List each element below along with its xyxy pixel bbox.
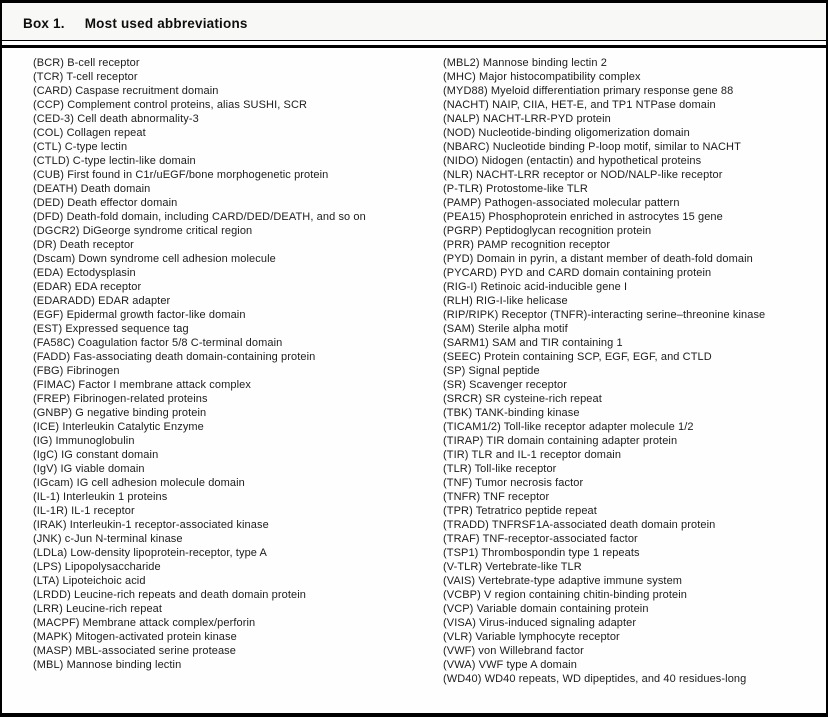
abbreviation-entry: (PRR) PAMP recognition receptor bbox=[443, 239, 611, 251]
abbreviation-entry: (EGF) Epidermal growth factor-like domain bbox=[33, 309, 246, 321]
abbreviation-entry: (RIG-I) Retinoic acid-inducible gene I bbox=[443, 281, 628, 293]
abbreviation-entry: (VWF) von Willebrand factor bbox=[443, 645, 584, 657]
abbreviation-entry: (TPR) Tetratrico peptide repeat bbox=[443, 505, 597, 517]
abbreviation-entry: (TLR) Toll-like receptor bbox=[443, 463, 557, 475]
abbreviation-entry: (VCBP) V region containing chitin-binding protein bbox=[443, 589, 687, 601]
abbreviation-entry: (LPS) Lipopolysaccharide bbox=[33, 561, 161, 573]
abbreviation-entry: (DEATH) Death domain bbox=[33, 183, 151, 195]
abbreviation-entry: (MACPF) Membrane attack complex/perforin bbox=[33, 617, 256, 629]
abbreviation-entry: (EDA) Ectodysplasin bbox=[33, 267, 136, 279]
abbreviation-entry: (VAIS) Vertebrate-type adaptive immune system bbox=[443, 575, 683, 587]
abbreviation-entry: (EDAR) EDA receptor bbox=[33, 281, 142, 293]
abbreviation-entry: (VCP) Variable domain containing protein bbox=[443, 603, 649, 615]
abbreviation-entry: (LTA) Lipoteichoic acid bbox=[33, 575, 146, 587]
box-header bbox=[2, 3, 826, 41]
abbreviation-entry: (PYCARD) PYD and CARD domain containing protein bbox=[443, 267, 712, 279]
abbreviation-entry: (MASP) MBL-associated serine protease bbox=[33, 645, 237, 657]
abbreviations-body bbox=[2, 45, 826, 713]
abbreviation-entry: (NACHT) NAIP, CIIA, HET-E, and TP1 NTPase domain bbox=[443, 99, 716, 111]
abbreviation-entry: (WD40) WD40 repeats, WD dipeptides, and 40 residues-long bbox=[443, 673, 747, 685]
abbreviation-entry: (LDLa) Low-density lipoprotein-receptor, type A bbox=[33, 547, 267, 559]
abbreviation-entry: (SEEC) Protein containing SCP, EGF, EGF, and CTLD bbox=[443, 351, 712, 363]
right-column bbox=[443, 56, 814, 713]
abbreviation-entry: (PYD) Domain in pyrin, a distant member of death-fold domain bbox=[443, 253, 753, 265]
abbreviation-entry: (P-TLR) Protostome-like TLR bbox=[443, 183, 588, 195]
abbreviation-entry: (SAM) Sterile alpha motif bbox=[443, 323, 568, 335]
abbreviation-entry: (NIDO) Nidogen (entactin) and hypothetical proteins bbox=[443, 155, 702, 167]
abbreviation-entry: (VWA) VWF type A domain bbox=[443, 659, 577, 671]
abbreviation-entry: (IL-1R) IL-1 receptor bbox=[33, 505, 135, 517]
abbreviation-entry: (PGRP) Peptidoglycan recognition protein bbox=[443, 225, 652, 237]
abbreviation-entry: (TRADD) TNFRSF1A-associated death domain protein bbox=[443, 519, 716, 531]
abbreviation-entry: (CTL) C-type lectin bbox=[33, 141, 128, 153]
abbreviation-entry: (TNF) Tumor necrosis factor bbox=[443, 477, 584, 489]
abbreviation-entry: (PEA15) Phosphoprotein enriched in astrocytes 15 gene bbox=[443, 211, 723, 223]
abbreviation-entry: (CED-3) Cell death abnormality-3 bbox=[33, 113, 199, 125]
abbreviation-entry: (BCR) B-cell receptor bbox=[33, 57, 140, 69]
abbreviation-entry: (LRDD) Leucine-rich repeats and death domain protein bbox=[33, 589, 307, 601]
abbreviation-entry: (JNK) c-Jun N-terminal kinase bbox=[33, 533, 183, 545]
abbreviation-entry: (TNFR) TNF receptor bbox=[443, 491, 550, 503]
abbreviation-entry: (MAPK) Mitogen-activated protein kinase bbox=[33, 631, 237, 643]
abbreviation-entry: (TRAF) TNF-receptor-associated factor bbox=[443, 533, 638, 545]
abbreviation-entry: (FADD) Fas-associating death domain-containing protein bbox=[33, 351, 316, 363]
left-column bbox=[33, 56, 443, 713]
abbreviation-entry: (GNBP) G negative binding protein bbox=[33, 407, 207, 419]
abbreviation-entry: (PAMP) Pathogen-associated molecular pattern bbox=[443, 197, 680, 209]
abbreviation-entry: (NOD) Nucleotide-binding oligomerization domain bbox=[443, 127, 690, 139]
abbreviation-entry: (SP) Signal peptide bbox=[443, 365, 540, 377]
abbreviation-entry: (SRCR) SR cysteine-rich repeat bbox=[443, 393, 602, 405]
abbreviation-entry: (MBL2) Mannose binding lectin 2 bbox=[443, 57, 607, 69]
abbreviation-entry: (FA58C) Coagulation factor 5/8 C-terminal domain bbox=[33, 337, 283, 349]
abbreviation-entry: (EST) Expressed sequence tag bbox=[33, 323, 189, 335]
abbreviation-entry: (CCP) Complement control proteins, alias SUSHI, SCR bbox=[33, 99, 308, 111]
abbreviation-entry: (ICE) Interleukin Catalytic Enzyme bbox=[33, 421, 204, 433]
abbreviation-entry: (DR) Death receptor bbox=[33, 239, 134, 251]
abbreviation-entry: (COL) Collagen repeat bbox=[33, 127, 146, 139]
abbreviation-entry: (MYD88) Myeloid differentiation primary response gene 88 bbox=[443, 85, 734, 97]
abbreviation-entry: (FIMAC) Factor I membrane attack complex bbox=[33, 379, 251, 391]
abbreviation-entry: (EDARADD) EDAR adapter bbox=[33, 295, 171, 307]
abbreviation-entry: (TIRAP) TIR domain containing adapter protein bbox=[443, 435, 678, 447]
abbreviation-entry: (DFD) Death-fold domain, including CARD/DED/DEATH, and so on bbox=[33, 211, 366, 223]
abbreviation-entry: (TICAM1/2) Toll-like receptor adapter molecule 1/2 bbox=[443, 421, 694, 433]
abbreviation-entry: (TSP1) Thrombospondin type 1 repeats bbox=[443, 547, 640, 559]
abbreviation-entry: (RLH) RIG-I-like helicase bbox=[443, 295, 568, 307]
abbreviation-entry: (NLR) NACHT-LRR receptor or NOD/NALP-like receptor bbox=[443, 169, 723, 181]
abbreviation-entry: (IRAK) Interleukin-1 receptor-associated kinase bbox=[33, 519, 269, 531]
abbreviation-entry: (CARD) Caspase recruitment domain bbox=[33, 85, 219, 97]
abbreviation-entry: (SR) Scavenger receptor bbox=[443, 379, 567, 391]
abbreviation-entry: (VLR) Variable lymphocyte receptor bbox=[443, 631, 620, 643]
abbreviation-entry: (RIP/RIPK) Receptor (TNFR)-interacting serine–threonine kinase bbox=[443, 309, 766, 321]
abbreviation-entry: (MHC) Major histocompatibility complex bbox=[443, 71, 641, 83]
box-title: Most used abbreviations bbox=[84, 16, 248, 31]
abbreviation-entry: (IL-1) Interleukin 1 proteins bbox=[33, 491, 168, 503]
abbreviation-entry: (FREP) Fibrinogen-related proteins bbox=[33, 393, 208, 405]
abbreviation-entry: (V-TLR) Vertebrate-like TLR bbox=[443, 561, 582, 573]
abbreviation-entry: (VISA) Virus-induced signaling adapter bbox=[443, 617, 637, 629]
abbreviation-entry: (DGCR2) DiGeorge syndrome critical region bbox=[33, 225, 253, 237]
abbreviation-entry: (IGcam) IG cell adhesion molecule domain bbox=[33, 477, 245, 489]
abbreviation-entry: (NALP) NACHT-LRR-PYD protein bbox=[443, 113, 611, 125]
abbreviation-entry: (TBK) TANK-binding kinase bbox=[443, 407, 580, 419]
abbreviation-entry: (LRR) Leucine-rich repeat bbox=[33, 603, 163, 615]
abbreviation-entry: (SARM1) SAM and TIR containing 1 bbox=[443, 337, 623, 349]
abbreviation-entry: (Dscam) Down syndrome cell adhesion molecule bbox=[33, 253, 276, 265]
abbreviation-entry: (IgC) IG constant domain bbox=[33, 449, 159, 461]
abbreviation-entry: (NBARC) Nucleotide binding P-loop motif, similar to NACHT bbox=[443, 141, 741, 153]
abbreviation-entry: (IgV) IG viable domain bbox=[33, 463, 145, 475]
abbreviation-entry: (DED) Death effector domain bbox=[33, 197, 178, 209]
abbreviation-entry: (FBG) Fibrinogen bbox=[33, 365, 120, 377]
box-label: Box 1. bbox=[23, 16, 65, 31]
abbreviation-entry: (CUB) First found in C1r/uEGF/bone morphogenetic protein bbox=[33, 169, 329, 181]
abbreviation-entry: (MBL) Mannose binding lectin bbox=[33, 659, 182, 671]
abbreviation-entry: (IG) Immunoglobulin bbox=[33, 435, 135, 447]
abbreviation-entry: (TCR) T-cell receptor bbox=[33, 71, 138, 83]
abbreviation-entry: (CTLD) C-type lectin-like domain bbox=[33, 155, 196, 167]
abbreviation-entry: (TIR) TLR and IL-1 receptor domain bbox=[443, 449, 622, 461]
